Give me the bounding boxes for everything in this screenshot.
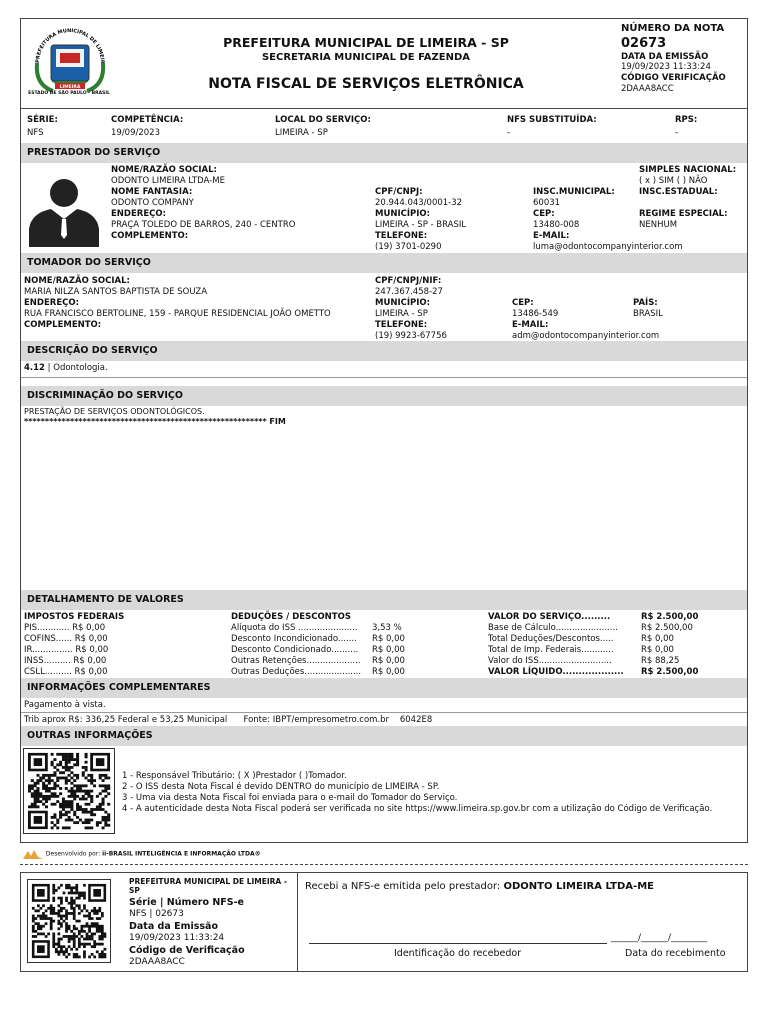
deducao-outras-label: Outras Deduções..................... [231,667,362,677]
deducao-retencoes-value: R$ 0,00 [372,656,405,666]
prestador-razao: ODONTO LIMEIRA LTDA-ME [111,176,225,186]
header-note-info [621,23,745,94]
receipt-serie: NFS | 02673 [129,909,184,919]
imposto-ir: IR............... R$ 0,00 [24,645,109,655]
city-crest-icon [27,23,113,101]
qr-code-icon [23,748,115,834]
local-value: LIMEIRA - SP [275,128,328,138]
complementares-linha1: Pagamento à vista. [24,700,106,710]
rps-label: RPS: [675,115,698,125]
prestador-fantasia: ODONTO COMPANY [111,198,194,208]
descricao-section-header: DESCRIÇÃO DO SERVIÇO [21,341,747,361]
prestador-insc-mun-label: INSC.MUNICIPAL: [533,187,615,197]
tomador-municipio: LIMEIRA - SP [375,309,428,319]
tomador-razao: MARIA NILZA SANTOS BAPTISTA DE SOUZA [24,287,208,297]
tomador-telefone: (19) 9923-67756 [375,331,447,341]
valores-section-header: DETALHAMENTO DE VALORES [21,590,747,610]
receipt-qr-code-icon [27,879,111,963]
total-deducoes-label: Total Deduções/Descontos..... [488,634,614,644]
receipt-emissao: 19/09/2023 11:33:24 [129,933,225,943]
imposto-csll: CSLL.......... R$ 0,00 [24,667,108,677]
competencia-label: COMPETÊNCIA: [111,115,184,125]
tomador-razao-label: NOME/RAZÃO SOCIAL: [24,276,130,286]
data-recebimento-label: Data do recebimento [625,948,726,959]
tomador-section-header: TOMADOR DO SERVIÇO [21,253,747,273]
numero-label: NÚMERO DA NOTA [621,23,725,34]
emissao-value: 19/09/2023 11:33:24 [621,62,711,73]
discriminacao-linha1: PRESTAÇÃO DE SERVIÇOS ODONTOLÓGICOS. [24,407,205,416]
deducao-aliquota-value: 3,53 % [372,623,402,633]
receipt-emissao-label: Data da Emissão [129,921,218,932]
provider-avatar-icon [27,173,101,247]
deducao-incond-value: R$ 0,00 [372,634,405,644]
emissao-label: DATA DA EMISSÃO [621,51,709,62]
recebedor-signature-line [309,943,607,944]
prestador-cpf-label: CPF/CNPJ: [375,187,423,197]
descricao-codigo: 4.12 [24,363,45,373]
discriminacao-section-header: DISCRIMINAÇÃO DO SERVIÇO [21,386,747,406]
tomador-email-label: E-MAIL: [512,320,549,330]
prestador-email: luma@odontocompanyinterior.com [533,242,683,252]
prestador-telefone: (19) 3701-0290 [375,242,442,252]
prestador-cep-label: CEP: [533,209,555,219]
prestador-municipio-label: MUNICÍPIO: [375,209,431,219]
servico-title: VALOR DO SERVIÇO......... [488,612,611,622]
serie-label: SÉRIE: [27,115,58,125]
tomador-municipio-label: MUNICÍPIO: [375,298,431,308]
prestador-telefone-label: TELEFONE: [375,231,428,241]
outras-item-1: 1 - Responsável Tributário: ( X )Prestador ( )Tomador. [122,771,347,781]
competencia-value: 19/09/2023 [111,128,160,138]
imposto-inss: INSS.......... R$ 0,00 [24,656,107,666]
receipt-codigo-label: Código de Verificação [129,945,245,956]
valor-iss-value: R$ 88,25 [641,656,680,666]
prestador-fantasia-label: NOME FANTASIA: [111,187,193,197]
prestador-endereco: PRAÇA TOLEDO DE BARROS, 240 - CENTRO [111,220,296,230]
prestador-regime-label: REGIME ESPECIAL: [639,209,728,219]
deducao-aliquota-label: Alíquota do ISS ...................... [231,623,358,633]
prestador-municipio: LIMEIRA - SP - BRASIL [375,220,467,230]
prefeitura-title: PREFEITURA MUNICIPAL DE LIMEIRA - SP [223,35,509,50]
outras-section-header: OUTRAS INFORMAÇÕES [21,726,747,746]
tomador-email: adm@odontocompanyinterior.com [512,331,660,341]
prestador-endereco-label: ENDEREÇO: [111,209,166,219]
prestador-regime: NENHUM [639,220,678,230]
tomador-cep-label: CEP: [512,298,534,308]
codigo-value: 2DAAA8ACC [621,83,674,94]
state-caption: ESTADO DE SÃO PAULO - BRASIL [28,91,110,96]
tomador-cep: 13486-549 [512,309,559,319]
invoice-header [21,19,747,109]
prestador-razao-label: NOME/RAZÃO SOCIAL: [111,165,217,175]
prestador-cpf: 20.944.043/0001-32 [375,198,463,208]
total-imp-label: Total de Imp. Federais............ [488,645,614,655]
servico-value: R$ 2.500,00 [641,612,699,622]
developer-credit: Desenvolvido por: ii-BRASIL INTELIGÊNCIA E INFORMAÇÃO LTDA® [22,848,261,860]
recebedor-label: Identificação do recebedor [394,948,522,959]
serie-value: NFS [27,128,44,138]
deducao-incond-label: Desconto Incondicionado....... [231,634,357,644]
deducao-cond-value: R$ 0,00 [372,645,405,655]
prestador-simples-label: SIMPLES NACIONAL: [639,165,737,175]
imposto-cofins: COFINS...... R$ 0,00 [24,634,108,644]
deducao-outras-value: R$ 0,00 [372,667,405,677]
total-imp-value: R$ 0,00 [641,645,674,655]
outras-item-3: 3 - Uma via desta Nota Fiscal foi enviada para o e-mail do Tomador do Serviço. [122,793,458,803]
receipt-stub [20,872,748,972]
descricao-texto: | Odontologia. [44,363,108,373]
header-titles [191,35,541,94]
base-calculo-label: Base de Cálculo....................... [488,623,618,633]
substituida-label: NFS SUBSTITUÍDA: [507,115,597,125]
imposto-pis: PIS............ R$ 0,00 [24,623,106,633]
divider [21,377,747,378]
invoice-sheet [20,18,748,843]
prestador-insc-mun: 60031 [533,198,561,208]
prestador-insc-est-label: INSC.ESTADUAL: [639,187,718,197]
receipt-prefeitura: PREFEITURA MUNICIPAL DE LIMEIRA - SP [129,877,287,896]
tomador-pais-label: PAÍS: [633,298,658,308]
document-title: NOTA FISCAL DE SERVIÇOS ELETRÔNICA [208,76,524,93]
complementares-linha2: Trib aprox R$: 336,25 Federal e 53,25 Municipal Fonte: IBPT/empresometro.com.br 6042E8 [24,715,433,725]
svg-text:PREFEITURA MUNICIPAL DE LIMEIR: PREFEITURA MUNICIPAL DE LIMEIR [34,27,106,64]
receipt-codigo: 2DAAA8ACC [129,957,185,967]
divider [21,712,747,713]
prestador-complemento-label: COMPLEMENTO: [111,231,189,241]
valor-liquido-label: VALOR LÍQUIDO................... [488,667,624,677]
secretaria-title: SECRETARIA MUNICIPAL DE FAZENDA [261,51,471,63]
tomador-endereco: RUA FRANCISCO BERTOLINE, 159 - PARQUE RESIDENCIAL JOÃO OMETTO [24,309,331,319]
receipt-serie-label: Série | Número NFS-e [129,897,244,908]
codigo-label: CÓDIGO VERIFICAÇÃO [621,73,726,83]
prestador-email-label: E-MAIL: [533,231,570,241]
local-label: LOCAL DO SERVIÇO: [275,115,371,125]
valor-iss-label: Valor do ISS........................... [488,656,612,666]
complementares-section-header: INFORMAÇÕES COMPLEMENTARES [21,678,747,698]
discriminacao-linha2: ********************************************************** FIM [24,417,286,426]
substituida-value: - [507,128,511,138]
descricao-line [24,363,108,374]
prestador-cep: 13480-008 [533,220,580,230]
receipt-recebi: Recebi a NFS-e emitida pelo prestador: ODONTO LIMEIRA LTDA-ME [305,881,654,892]
numero-value: 02673 [621,35,667,51]
receipt-divider [297,873,298,971]
tomador-cpf: 247.367.458-27 [375,287,443,297]
data-recebimento-line: ______/______/________ [611,933,708,943]
svg-text:LIMEIRA: LIMEIRA [59,85,81,90]
valor-liquido-value: R$ 2.500,00 [641,667,699,677]
tomador-endereco-label: ENDEREÇO: [24,298,79,308]
rps-value: - [675,128,679,138]
impostos-title: IMPOSTOS FEDERAIS [24,612,125,622]
tomador-complemento-label: COMPLEMENTO: [24,320,102,330]
developer-logo-icon [22,848,44,860]
base-calculo-value: R$ 2.500,00 [641,623,693,633]
cut-line [20,864,748,865]
prestador-simples: ( x ) SIM ( ) NÃO [639,176,708,186]
tomador-cpf-label: CPF/CNPJ/NIF: [375,276,442,286]
tomador-telefone-label: TELEFONE: [375,320,428,330]
deducao-retencoes-label: Outras Retenções.................... [231,656,361,666]
deducao-cond-label: Desconto Condicionado.......... [231,645,359,655]
total-deducoes-value: R$ 0,00 [641,634,674,644]
deducoes-title: DEDUÇÕES / DESCONTOS [231,612,351,622]
outras-item-4: 4 - A autenticidade desta Nota Fiscal poderá ser verificada no site https://www.limeira.sp.gov.br com a utilização do Código de Verificação. [122,804,713,814]
prestador-section-header: PRESTADOR DO SERVIÇO [21,143,747,163]
tomador-pais: BRASIL [633,309,663,319]
outras-item-2: 2 - O ISS desta Nota Fiscal é devido DENTRO do município de LIMEIRA - SP. [122,782,440,792]
